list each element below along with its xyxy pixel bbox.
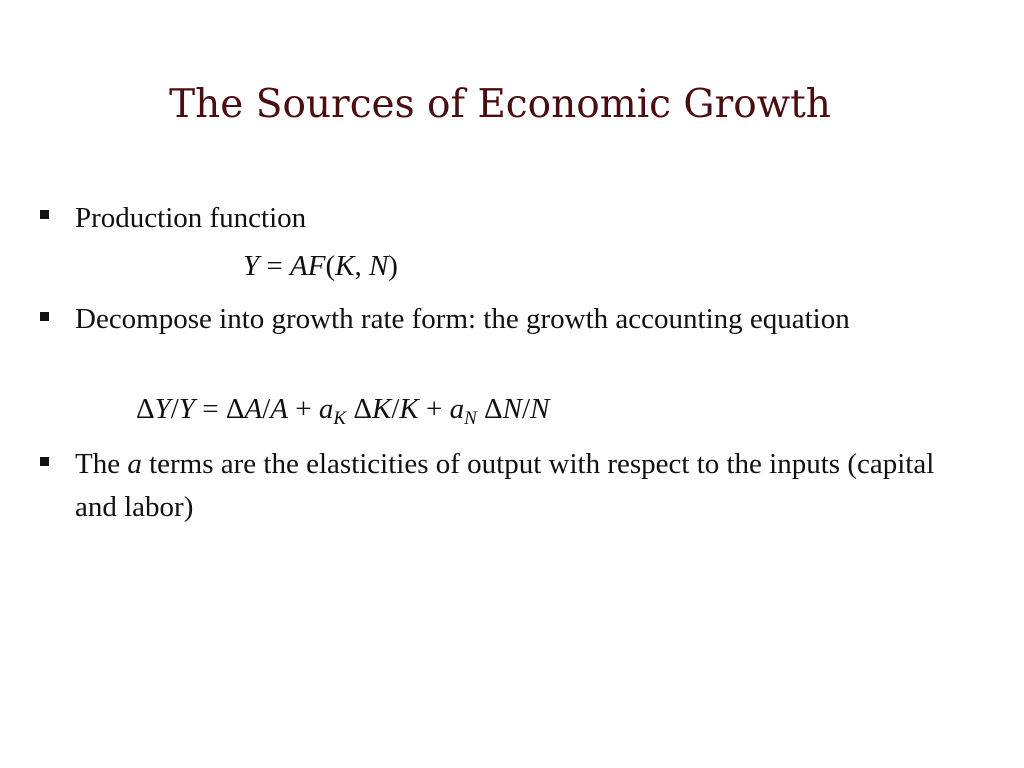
eq-symbol: , <box>354 250 362 282</box>
production-function-equation <box>243 250 398 283</box>
eq-symbol: / <box>522 393 531 425</box>
eq-symbol: = <box>266 250 283 282</box>
eq-symbol: Y <box>243 250 260 282</box>
eq-symbol: + <box>425 393 443 425</box>
eq-symbol: Y <box>178 393 195 425</box>
eq-symbol: K <box>399 393 419 425</box>
square-bullet-icon <box>40 312 49 321</box>
eq-symbol: N <box>368 250 389 282</box>
eq-symbol: / <box>170 393 179 425</box>
eq-symbol: A <box>244 393 263 425</box>
eq-symbol: / <box>262 393 271 425</box>
bullet-text-prefix: The <box>75 448 121 480</box>
eq-symbol: Δ <box>353 393 372 425</box>
eq-symbol: ) <box>388 250 398 282</box>
eq-symbol: = <box>202 393 219 425</box>
eq-symbol: A <box>270 393 289 425</box>
square-bullet-icon <box>40 457 49 466</box>
eq-symbol: + <box>295 393 312 425</box>
eq-symbol: Δ <box>136 393 155 425</box>
eq-symbol: a <box>449 393 465 425</box>
bullet-text-italic: a <box>127 448 142 480</box>
eq-symbol: N <box>530 393 550 425</box>
eq-symbol: AF <box>290 250 326 282</box>
eq-symbol: Y <box>154 393 171 425</box>
eq-symbol: Δ <box>484 393 503 425</box>
slide-title: The Sources of Economic Growth <box>169 82 831 127</box>
eq-symbol: / <box>391 393 400 425</box>
square-bullet-icon <box>40 210 49 219</box>
eq-subscript: N <box>464 408 477 429</box>
eq-symbol: N <box>502 393 523 425</box>
eq-symbol: K <box>335 250 355 282</box>
eq-subscript: K <box>333 408 347 429</box>
bullet-text-suffix: terms are the elasticities of output with respect to the inputs (capital and labor) <box>75 448 935 523</box>
eq-symbol: Δ <box>225 393 245 425</box>
eq-symbol: a <box>318 393 334 425</box>
bullet-text: Production function <box>75 202 307 234</box>
growth-accounting-equation <box>136 393 550 429</box>
bullet-text <box>75 443 955 529</box>
eq-symbol: K <box>371 393 392 425</box>
bullet-text: Decompose into growth rate form: the growth accounting equation <box>75 303 850 335</box>
eq-symbol: ( <box>325 250 336 282</box>
